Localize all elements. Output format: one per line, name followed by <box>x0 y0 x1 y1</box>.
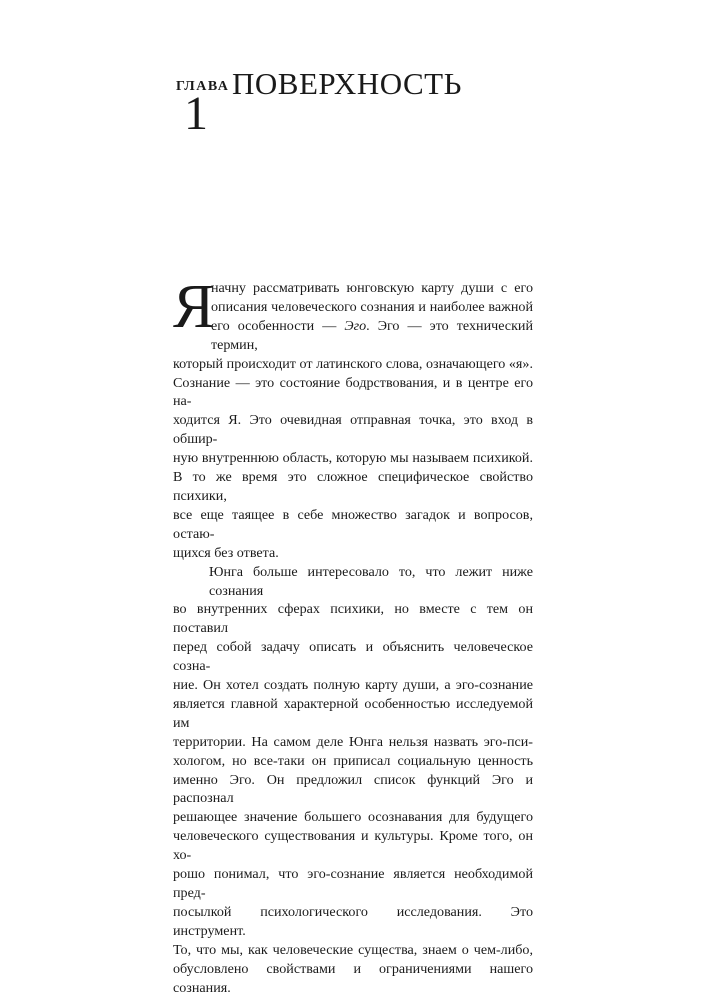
chapter-number: 1 <box>184 87 208 140</box>
text-line: Юнга больше интересовало то, что лежит ниже сознания <box>209 563 533 599</box>
dropcap: Я <box>173 273 215 341</box>
body-text <box>173 279 533 997</box>
text-line: Сознание — это состояние бодрствования, и в центре его на- <box>173 374 533 410</box>
text-line: щихся без ответа. <box>173 544 279 561</box>
text-line: обусловлено свойствами и ограничениями нашего сознания. <box>173 960 533 996</box>
text-line: ходится Я. Это очевидная отправная точка, это вход в обшир- <box>173 412 533 448</box>
text-line: все еще таящее в себе множество загадок и вопросов, остаю- <box>173 506 533 542</box>
text-line: который происходит от латинского слова, означающего «я». <box>173 355 533 372</box>
text-line: То, что мы, как человеческие существа, знаем о чем-либо, <box>173 941 533 958</box>
text-line: начну рассматривать юнговскую карту души с его <box>211 280 533 296</box>
text-line: во внутренних сферах психики, но вместе с тем он поставил <box>173 601 533 637</box>
text-line: человеческого существования и культуры. Кроме того, он хо- <box>173 828 533 864</box>
text-line: описания человеческого сознания и наиболее важной <box>211 298 533 315</box>
text-line: хологом, но все-таки он приписал социальную ценность <box>173 752 533 769</box>
text-line: территории. На самом деле Юнга нельзя назвать эго-пси- <box>173 733 533 750</box>
text-line: посылкой психологического исследования. Это инструмент. <box>173 903 533 939</box>
ego-term: Эго <box>344 317 367 334</box>
text-line: ние. Он хотел создать полную карту души, а эго-сознание <box>173 677 533 694</box>
text-line: рошо понимал, что эго-сознание является необходимой пред- <box>173 866 533 901</box>
chapter-label: ГЛАВА <box>176 79 230 94</box>
chapter-title: ПОВЕРХНОСТЬ <box>232 66 462 101</box>
text-line: перед собой задачу описать и объяснить человеческое созна- <box>173 639 533 675</box>
text-line: В то же время это сложное специфическое свойство психики, <box>173 469 533 504</box>
text-line: решающее значение большего осознавания для будущего <box>173 809 533 826</box>
text-line: является главной характерной особенностью исследуемой им <box>173 695 533 731</box>
text-line: именно Эго. Он предложил список функций Эго и распознал <box>173 771 533 807</box>
text-line: его особенности — Эго. Эго — это технический термин, <box>211 317 533 353</box>
text-line: ную внутреннюю область, которую мы называем психикой. <box>173 450 533 467</box>
